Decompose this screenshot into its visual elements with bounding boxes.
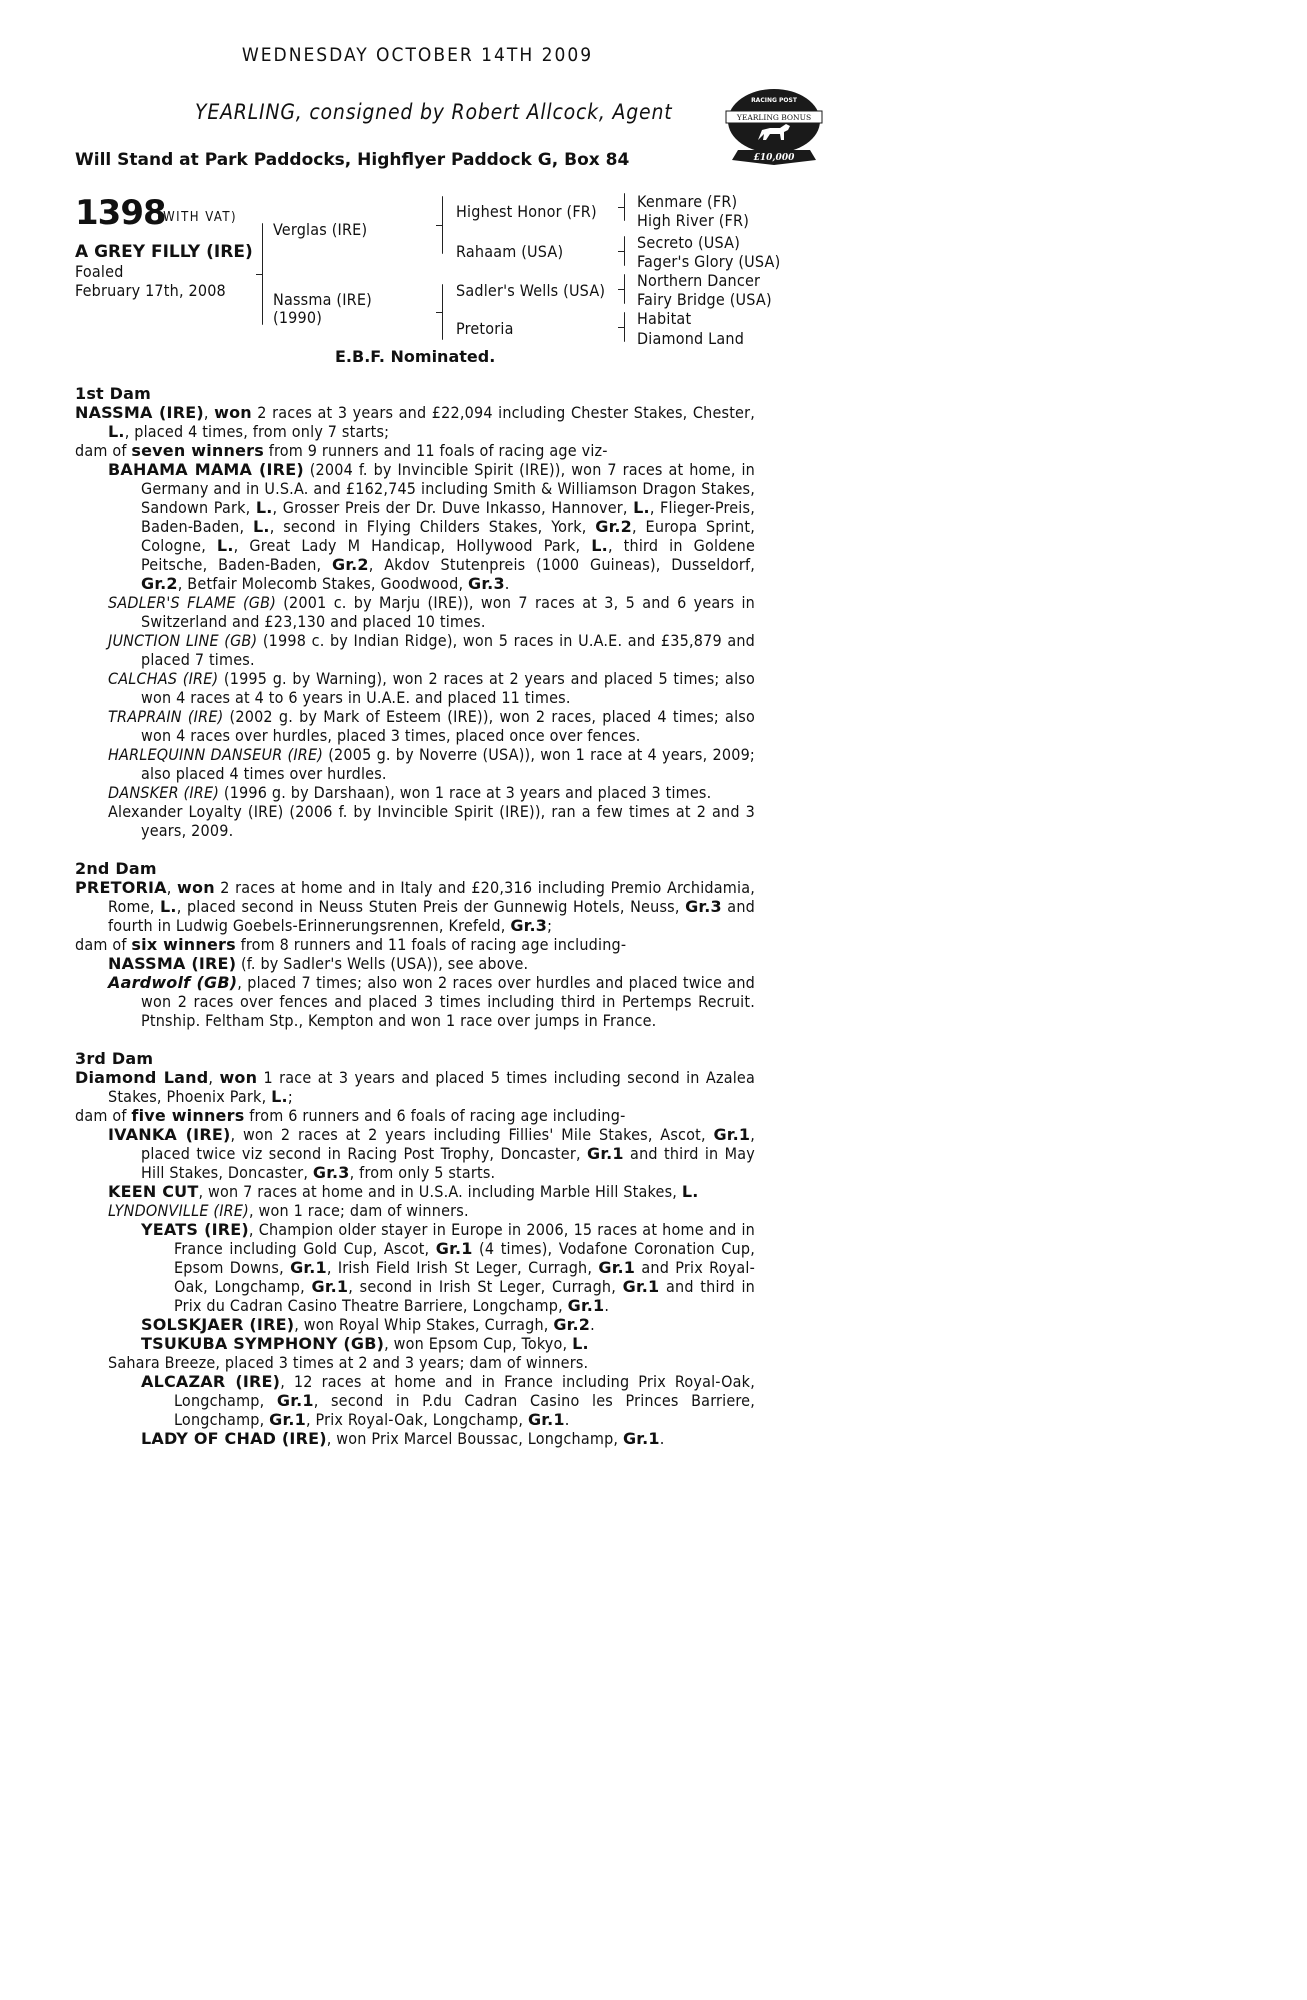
produce-entry: HARLEQUINN DANSEUR (IRE) (2005 g. by Noverre (USA)), won 1 race at 4 years, 2009; also placed 4 times over hurdles.: [108, 745, 755, 783]
consignment-line: YEARLING, consigned by Robert Allcock, Agent: [195, 100, 673, 124]
pedigree-sire: Verglas (IRE): [273, 220, 368, 239]
produce-entry: DANSKER (IRE) (1996 g. by Darshaan), won 1 race at 3 years and placed 3 times.: [108, 783, 712, 802]
grand-produce-entry: SOLSKJAER (IRE), won Royal Whip Stakes, Curragh, Gr.2.: [141, 1315, 595, 1334]
grand-produce-entry: YEATS (IRE), Champion older stayer in Europe in 2006, 15 races at home and in France including Gold Cup, Ascot, Gr.1 (4 times), Vodafone Coronation Cup, Epsom Downs, Gr.1, Irish Field Irish St Leger, Curragh, Gr.1 and Prix Royal-Oak, Longchamp, Gr.1, second in Irish St Leger, Curragh, Gr.1 and third in Prix du Cadran Casino Theatre Barriere, Longchamp, Gr.1.: [141, 1220, 755, 1315]
pedigree-brace: [624, 312, 625, 342]
sale-date: WEDNESDAY OCTOBER 14TH 2009: [241, 44, 594, 66]
dam-produce-summary: dam of seven winners from 9 runners and 11 foals of racing age viz-: [75, 441, 608, 460]
foaled-date: February 17th, 2008: [75, 281, 226, 300]
pedigree-gen3-8: Diamond Land: [637, 329, 745, 348]
pedigree-dam-dam: Pretoria: [456, 319, 514, 338]
yearling-bonus-logo: [718, 88, 830, 168]
dam-record: Diamond Land, won 1 race at 3 years and placed 5 times including second in Azalea Stakes, Phoenix Park, L.;: [75, 1068, 755, 1106]
dam-record: NASSMA (IRE), won 2 races at 3 years and £22,094 including Chester Stakes, Chester, L., placed 4 times, from only 7 starts;: [75, 403, 755, 441]
produce-entry: JUNCTION LINE (GB) (1998 c. by Indian Ridge), won 5 races in U.A.E. and £35,879 and placed 7 times.: [108, 631, 756, 669]
third-dam-section: [75, 1049, 755, 1448]
pedigree-gen3-2: High River (FR): [637, 211, 750, 230]
vat-label: (WITH VAT): [157, 210, 238, 225]
pedigree-gen3-7: Habitat: [637, 309, 692, 328]
pedigree-brace: [442, 196, 443, 254]
produce-entry: CALCHAS (IRE) (1995 g. by Warning), won 2 races at 2 years and placed 5 times; also won 4 races at 4 to 6 years in U.A.E. and placed 11 times.: [108, 669, 755, 707]
produce-entry: TRAPRAIN (IRE) (2002 g. by Mark of Esteem (IRE)), won 2 races, placed 4 times; also won 4 races over hurdles, placed 3 times, placed once over fences.: [108, 707, 755, 745]
lot-number: 1398: [75, 193, 166, 233]
svg-text:£10,000: £10,000: [753, 153, 795, 163]
stand-location: Will Stand at Park Paddocks, Highflyer Paddock G, Box 84: [75, 150, 630, 170]
produce-entry: SADLER'S FLAME (GB) (2001 c. by Marju (IRE)), won 7 races at 3, 5 and 6 years in Switzerland and £23,130 and placed 10 times.: [108, 593, 755, 631]
pedigree-brace: [624, 236, 625, 266]
horse-name: A GREY FILLY (IRE): [75, 242, 253, 262]
pedigree-brace: [262, 223, 263, 325]
second-dam-heading: 2nd Dam: [75, 859, 157, 878]
ebf-nominated: E.B.F. Nominated.: [335, 347, 496, 366]
pedigree-dam-sire: Sadler's Wells (USA): [456, 281, 606, 300]
pedigree-dam-year: (1990): [273, 308, 323, 327]
second-dam-section: [75, 859, 755, 1030]
produce-entry: IVANKA (IRE), won 2 races at 2 years including Fillies' Mile Stakes, Ascot, Gr.1, placed twice viz second in Racing Post Trophy, Doncaster, Gr.1 and third in May Hill Stakes, Doncaster, Gr.3, from only 5 starts.: [108, 1125, 755, 1182]
pedigree-sire-sire: Highest Honor (FR): [456, 202, 597, 221]
grand-produce-entry: ALCAZAR (IRE), 12 races at home and in France including Prix Royal-Oak, Longchamp, Gr.1, second in P.du Cadran Casino les Princes Barriere, Longchamp, Gr.1, Prix Royal-Oak, Longchamp, Gr.1.: [141, 1372, 756, 1429]
produce-entry: NASSMA (IRE) (f. by Sadler's Wells (USA)), see above.: [108, 954, 529, 973]
pedigree-gen3-3: Secreto (USA): [637, 233, 741, 252]
pedigree-dam: Nassma (IRE): [273, 290, 372, 309]
pedigree-brace: [624, 193, 625, 221]
svg-text:RACING POST: RACING POST: [751, 97, 797, 104]
pedigree-gen3-1: Kenmare (FR): [637, 192, 738, 211]
pedigree-gen3-4: Fager's Glory (USA): [637, 252, 781, 271]
pedigree-brace: [442, 284, 443, 340]
svg-text:YEARLING BONUS: YEARLING BONUS: [736, 113, 812, 122]
dam-produce-summary: dam of six winners from 8 runners and 11 foals of racing age including-: [75, 935, 627, 954]
pedigree-gen3-5: Northern Dancer: [637, 271, 761, 290]
foaled-label: Foaled: [75, 262, 124, 281]
dam-produce-summary: dam of five winners from 6 runners and 6 foals of racing age including-: [75, 1106, 626, 1125]
produce-entry: Sahara Breeze, placed 3 times at 2 and 3 years; dam of winners.: [108, 1353, 589, 1372]
first-dam-heading: 1st Dam: [75, 384, 152, 403]
grand-produce-entry: LADY OF CHAD (IRE), won Prix Marcel Boussac, Longchamp, Gr.1.: [141, 1429, 665, 1448]
pedigree-sire-dam: Rahaam (USA): [456, 242, 564, 261]
produce-entry: KEEN CUT, won 7 races at home and in U.S.A. including Marble Hill Stakes, L.: [108, 1182, 699, 1201]
third-dam-heading: 3rd Dam: [75, 1049, 154, 1068]
produce-entry: BAHAMA MAMA (IRE) (2004 f. by Invincible Spirit (IRE)), won 7 races at home, in Germany and in U.S.A. and £162,745 including Smith & Williamson Dragon Stakes, Sandown Park, L., Grosser Preis der Dr. Duve Inkasso, Hannover, L., Flieger-Preis, Baden-Baden, L., second in Flying Childers Stakes, York, Gr.2, Europa Sprint, Cologne, L., Great Lady M Handicap, Hollywood Park, L., third in Goldene Peitsche, Baden-Baden, Gr.2, Akdov Stutenpreis (1000 Guineas), Dusseldorf, Gr.2, Betfair Molecomb Stakes, Goodwood, Gr.3.: [108, 460, 755, 593]
pedigree-gen3-6: Fairy Bridge (USA): [637, 290, 772, 309]
pedigree-brace: [624, 274, 625, 304]
produce-entry: Alexander Loyalty (IRE) (2006 f. by Invincible Spirit (IRE)), ran a few times at 2 and 3 years, 2009.: [108, 802, 755, 840]
produce-entry: LYNDONVILLE (IRE), won 1 race; dam of winners.: [108, 1201, 469, 1220]
produce-entry: Aardwolf (GB), placed 7 times; also won 2 races over hurdles and placed twice and won 2 races over fences and placed 3 times including third in Pertemps Recruit. Ptnship. Feltham Stp., Kempton and won 1 race over jumps in France.: [108, 973, 755, 1030]
grand-produce-entry: TSUKUBA SYMPHONY (GB), won Epsom Cup, Tokyo, L.: [141, 1334, 589, 1353]
first-dam-section: [75, 384, 755, 840]
dam-record: PRETORIA, won 2 races at home and in Italy and £20,316 including Premio Archidamia, Rome, L., placed second in Neuss Stuten Preis der Gunnewig Hotels, Neuss, Gr.3 and fourth in Ludwig Goebels-Erinnerungsrennen, Krefeld, Gr.3;: [75, 878, 755, 935]
